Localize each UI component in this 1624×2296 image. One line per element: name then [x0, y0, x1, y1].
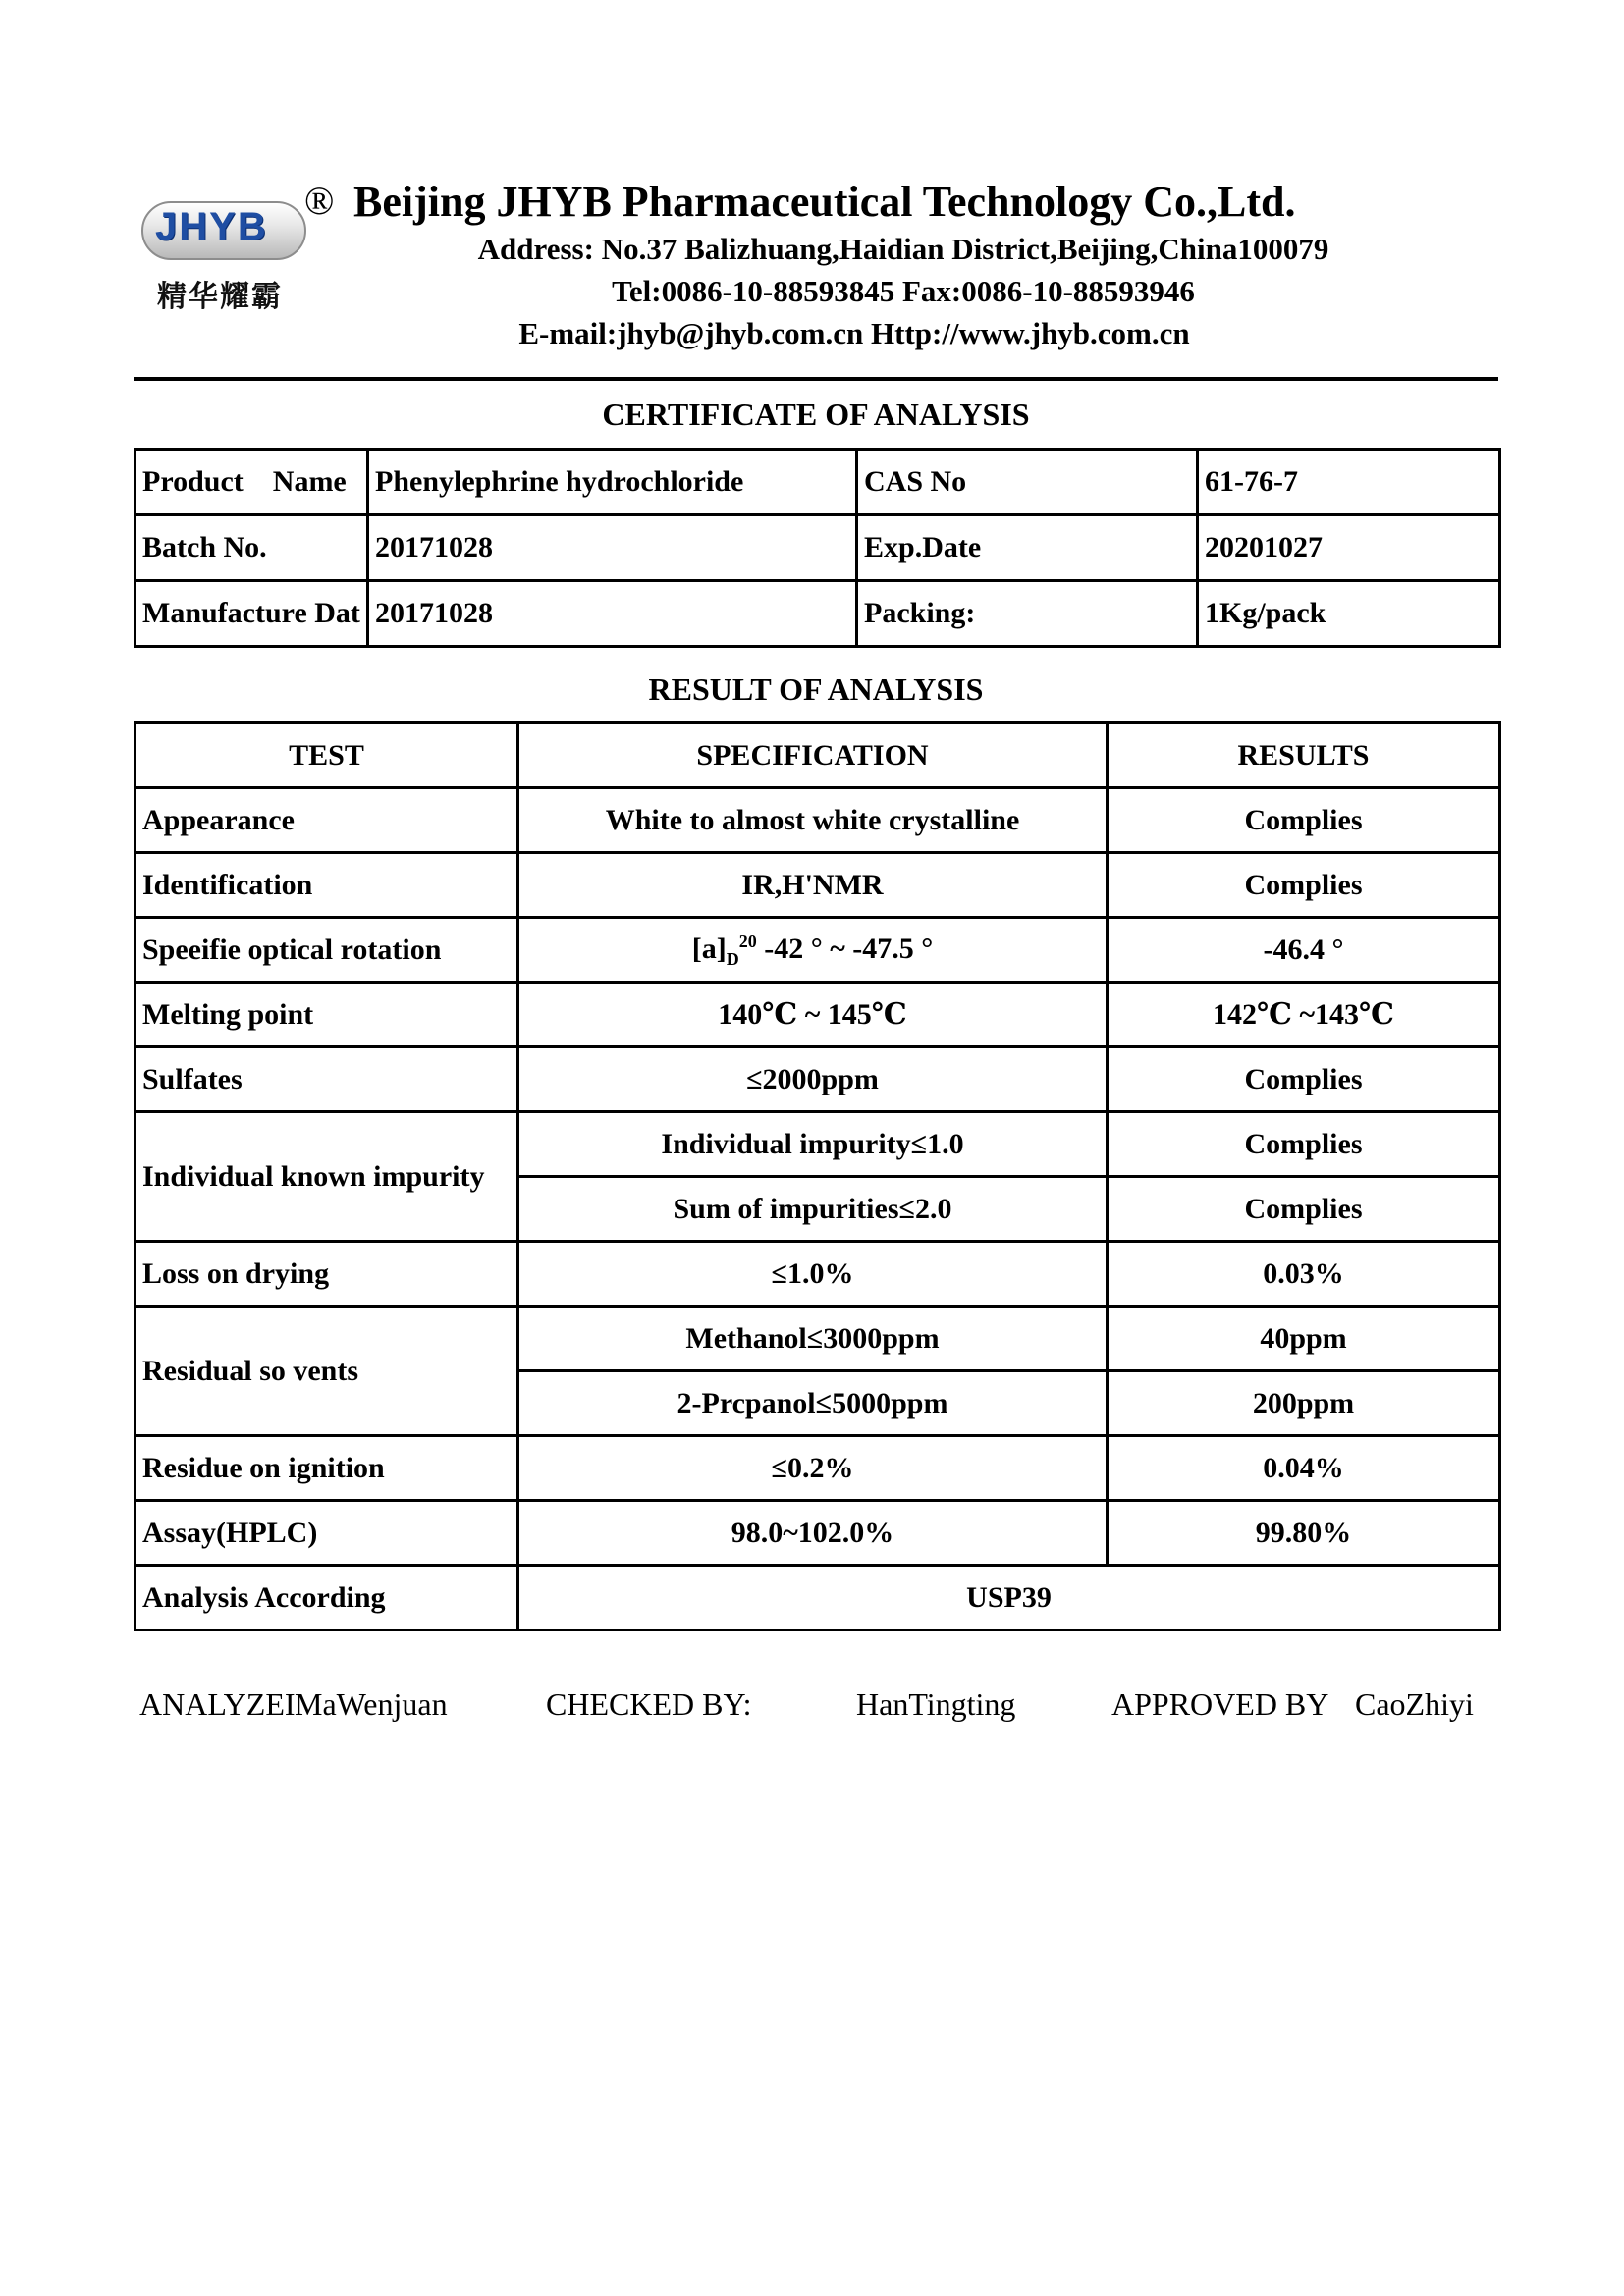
exp-date-label: Exp.Date — [857, 515, 1198, 581]
table-row — [135, 1112, 1500, 1177]
table-row — [135, 1501, 1500, 1566]
signature-row — [0, 1686, 1624, 1735]
test-result: 142℃ ~143℃ — [1108, 983, 1500, 1047]
test-result: Complies — [1108, 1047, 1500, 1112]
registered-mark: ® — [304, 179, 335, 223]
table-row — [135, 918, 1500, 983]
test-name: Residue on ignition — [135, 1436, 518, 1501]
table-row — [135, 788, 1500, 853]
table-row — [135, 1436, 1500, 1501]
test-spec: Sum of impurities≤2.0 — [518, 1177, 1108, 1242]
test-spec: 140℃ ~ 145℃ — [518, 983, 1108, 1047]
table-row — [135, 515, 1500, 581]
test-result: Complies — [1108, 1112, 1500, 1177]
certificate-title: CERTIFICATE OF ANALYSIS — [602, 397, 1030, 432]
standard-value: USP39 — [518, 1566, 1500, 1630]
company-email-web: E-mail:jhyb@jhyb.com.cn Http://www.jhyb.com.cn — [518, 316, 1190, 350]
manufacture-date-label: Manufacture Dat — [135, 581, 368, 647]
test-name: Analysis According — [135, 1566, 518, 1630]
test-spec: IR,H'NMR — [518, 853, 1108, 918]
test-name: Speeifie optical rotation — [135, 918, 518, 983]
letterhead — [0, 0, 1624, 373]
test-result: Complies — [1108, 788, 1500, 853]
test-name: Sulfates — [135, 1047, 518, 1112]
packing-label: Packing: — [857, 581, 1198, 647]
test-name: Residual so vents — [135, 1307, 518, 1436]
company-phone: Tel:0086-10-88593845 Fax:0086-10-88593946 — [612, 274, 1195, 308]
results-table — [134, 721, 1501, 1631]
test-result: Complies — [1108, 1177, 1500, 1242]
test-spec: White to almost white crystalline — [518, 788, 1108, 853]
product-name-value: Phenylephrine hydrochloride — [368, 450, 857, 515]
test-result: 40ppm — [1108, 1307, 1500, 1371]
batch-no-label: Batch No. — [135, 515, 368, 581]
table-row — [135, 853, 1500, 918]
manufacture-date-value: 20171028 — [368, 581, 857, 647]
result-title: RESULT OF ANALYSIS — [648, 671, 984, 707]
rotation-subscript: D — [726, 948, 739, 969]
header-divider — [134, 377, 1498, 381]
table-header-row — [135, 723, 1500, 788]
test-spec: ≤0.2% — [518, 1436, 1108, 1501]
table-row — [135, 1566, 1500, 1630]
checked-label: CHECKED BY: — [546, 1686, 752, 1722]
table-row — [135, 1047, 1500, 1112]
table-row — [135, 983, 1500, 1047]
test-spec: 98.0~102.0% — [518, 1501, 1108, 1566]
analyzed-label: ANALYZEI — [139, 1686, 296, 1722]
test-result: Complies — [1108, 853, 1500, 918]
logo-chinese-text: 精华耀霸 — [157, 280, 283, 314]
test-spec: 2-Prcpanol≤5000ppm — [518, 1371, 1108, 1436]
table-row — [135, 1307, 1500, 1371]
batch-no-value: 20171028 — [368, 515, 857, 581]
product-info-table — [134, 448, 1501, 648]
cas-no-label: CAS No — [857, 450, 1198, 515]
rotation-symbol: [a] — [691, 932, 727, 965]
test-name: Melting point — [135, 983, 518, 1047]
company-logo — [137, 201, 314, 319]
test-name: Individual known impurity — [135, 1112, 518, 1242]
exp-date-value: 20201027 — [1198, 515, 1500, 581]
logo-text: JHYB — [155, 205, 268, 248]
test-name: Appearance — [135, 788, 518, 853]
packing-value: 1Kg/pack — [1198, 581, 1500, 647]
test-spec — [518, 918, 1108, 983]
test-result: 200ppm — [1108, 1371, 1500, 1436]
test-spec: Individual impurity≤1.0 — [518, 1112, 1108, 1177]
test-result: 99.80% — [1108, 1501, 1500, 1566]
test-name: Assay(HPLC) — [135, 1501, 518, 1566]
approved-label: APPROVED BY — [1111, 1686, 1329, 1722]
test-name: Loss on drying — [135, 1242, 518, 1307]
test-result: 0.04% — [1108, 1436, 1500, 1501]
company-name: Beijing JHYB Pharmaceutical Technology Co.,Ltd. — [353, 178, 1296, 226]
approved-name: CaoZhiyi — [1355, 1686, 1474, 1722]
table-row — [135, 581, 1500, 647]
header-test: TEST — [135, 723, 518, 788]
analyzed-name: MaWenjuan — [295, 1686, 448, 1722]
test-spec: ≤2000ppm — [518, 1047, 1108, 1112]
rotation-range: -42 ° ~ -47.5 ° — [756, 932, 934, 965]
checked-name: HanTingting — [856, 1686, 1016, 1722]
rotation-superscript: 20 — [738, 931, 757, 951]
test-spec: ≤1.0% — [518, 1242, 1108, 1307]
cas-no-value: 61-76-7 — [1198, 450, 1500, 515]
test-result: 0.03% — [1108, 1242, 1500, 1307]
product-name-label: Product Name — [135, 450, 368, 515]
table-row — [135, 450, 1500, 515]
header-specification: SPECIFICATION — [518, 723, 1108, 788]
header-results: RESULTS — [1108, 723, 1500, 788]
company-address: Address: No.37 Balizhuang,Haidian District,Beijing,China100079 — [477, 232, 1329, 266]
test-name: Identification — [135, 853, 518, 918]
test-spec: Methanol≤3000ppm — [518, 1307, 1108, 1371]
table-row — [135, 1242, 1500, 1307]
test-result: -46.4 ° — [1108, 918, 1500, 983]
